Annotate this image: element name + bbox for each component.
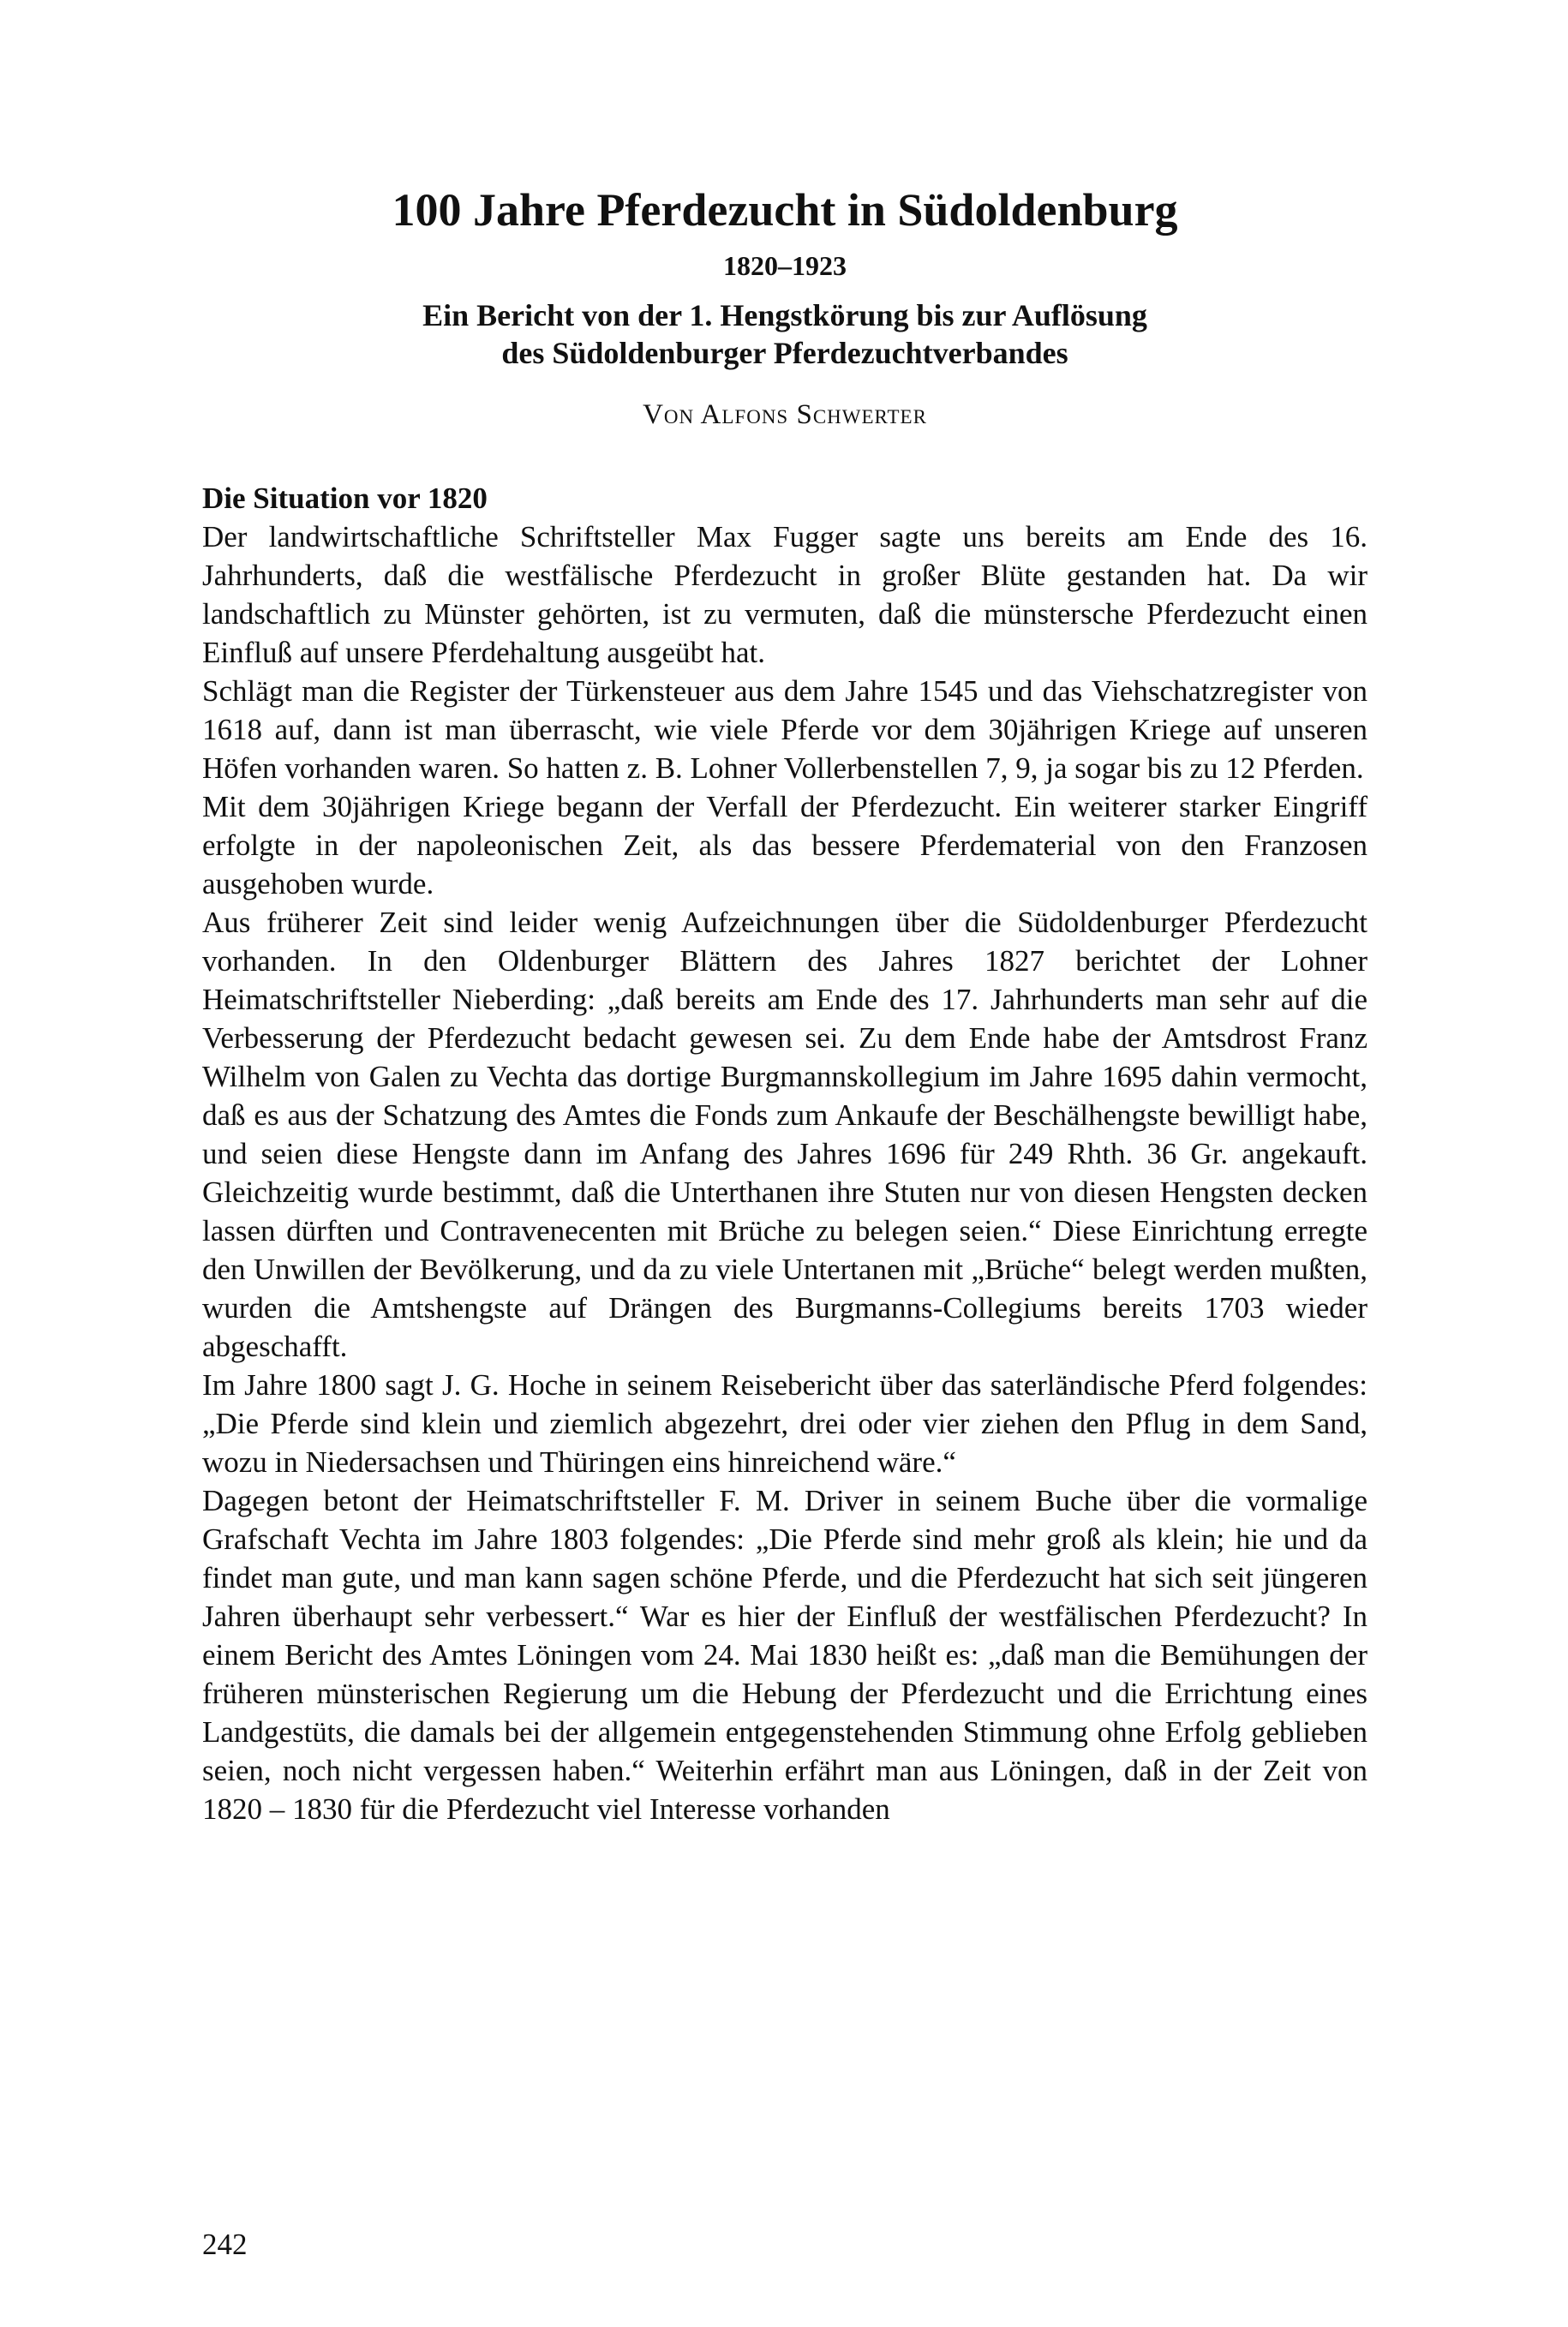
- article-years: 1820–1923: [723, 250, 847, 281]
- paragraph-1: Der landwirtschaftliche Schriftsteller Max Fugger sagte uns bereits am Ende des 16. Jahrhunderts, daß die westfälische Pferdezucht in großer Blüte gestanden hat. Da wir landschaftlich zu Münster gehörten, ist zu vermuten, daß die münstersche Pferdezucht einen Einfluß auf unsere Pferdehaltung ausgeübt hat.: [202, 520, 1368, 669]
- article-title: 100 Jahre Pferdezucht in Südoldenburg: [392, 184, 1178, 236]
- page-number: 242: [202, 2228, 248, 2261]
- paragraph-5: Im Jahre 1800 sagt J. G. Hoche in seinem Reisebericht über das saterländische Pferd folgendes: „Die Pferde sind klein und ziemlich abgezehrt, drei oder vier ziehen den Pflug in dem Sand, wozu in Niedersachsen und Thüringen eins hinreichend wäre.“: [202, 1368, 1368, 1479]
- subtitle-line-2: des Südoldenburger Pferdezuchtverbandes: [501, 336, 1068, 370]
- article-header: [202, 180, 1368, 434]
- subtitle-line-1: Ein Bericht von der 1. Hengstkörung bis zur Auflösung: [422, 298, 1147, 332]
- article-body: [202, 480, 1368, 1828]
- article-subtitle: [202, 296, 1368, 372]
- paragraph-3: Mit dem 30jährigen Kriege begann der Verfall der Pferdezucht. Ein weiterer starker Eingriff erfolgte in der napoleonischen Zeit, als das bessere Pferdematerial von den Franzosen ausgehoben wurde.: [202, 790, 1368, 900]
- paragraph-6: Dagegen betont der Heimatschriftsteller F. M. Driver in seinem Buche über die vormalige Grafschaft Vechta im Jahre 1803 folgendes: „Die Pferde sind mehr groß als klein; hie und da findet man gute, und man kann sagen schöne Pferde, und die Pferdezucht hat sich seit jüngeren Jahren überhaupt sehr verbessert.“ War es hier der Einfluß der westfälischen Pferdezucht? In einem Bericht des Amtes Löningen vom 24. Mai 1830 heißt es: „daß man die Bemühungen der früheren münsterischen Regierung um die Hebung der Pferdezucht und die Errichtung eines Landgestüts, die damals bei der allgemein entgegenstehenden Stimmung ohne Erfolg geblieben seien, noch nicht vergessen haben.“ Weiterhin erfährt man aus Löningen, daß in der Zeit von 1820 – 1830 für die Pferdezucht viel Interesse vorhanden: [202, 1484, 1368, 1826]
- article-author: Von Alfons Schwerter: [643, 399, 927, 430]
- section-heading: Die Situation vor 1820: [202, 482, 488, 515]
- paragraph-2: Schlägt man die Register der Türkensteuer aus dem Jahre 1545 und das Viehschatzregister von 1618 auf, dann ist man überrascht, wie viele Pferde vor dem 30jährigen Kriege auf unseren Höfen vorhanden waren. So hatten z. B. Lohner Vollerbenstellen 7, 9, ja sogar bis zu 12 Pferden.: [202, 674, 1368, 785]
- paragraph-4: Aus früherer Zeit sind leider wenig Aufzeichnungen über die Südoldenburger Pferdezucht vorhanden. In den Oldenburger Blättern des Jahres 1827 berichtet der Lohner Heimatschriftsteller Nieberding: „daß bereits am Ende des 17. Jahrhunderts man sehr auf die Verbesserung der Pferdezucht bedacht gewesen sei. Zu dem Ende habe der Amtsdrost Franz Wilhelm von Galen zu Vechta das dortige Burgmannskollegium im Jahre 1695 dahin vermocht, daß es aus der Schatzung des Amtes die Fonds zum Ankaufe der Beschälhengste bewilligt habe, und seien diese Hengste dann im Anfang des Jahres 1696 für 249 Rhth. 36 Gr. angekauft. Gleichzeitig wurde bestimmt, daß die Unterthanen ihre Stuten nur von diesen Hengsten decken lassen dürften und Contravenecenten mit Brüche zu belegen seien.“ Diese Einrichtung erregte den Unwillen der Bevölkerung, und da zu viele Untertanen mit „Brüche“ belegt werden mußten, wurden die Amtshengste auf Drängen des Burgmanns-Collegiums bereits 1703 wieder abgeschafft.: [202, 906, 1368, 1363]
